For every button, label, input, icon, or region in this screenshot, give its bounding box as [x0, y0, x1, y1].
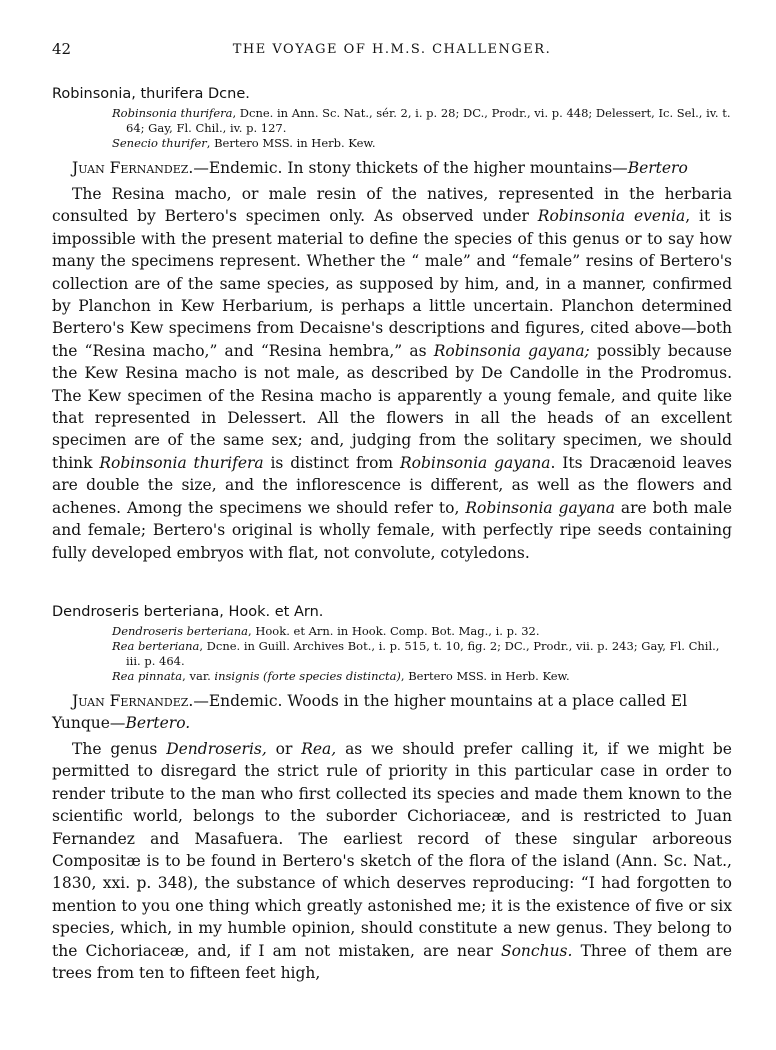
locality-robinsonia: Juan Fernandez.—Endemic. In stony thickets of the higher mountains—Bertero [72, 159, 688, 177]
page [52, 40, 732, 984]
reference: Rea berteriana, Dcne. in Guill. Archives Bot., i. p. 515, t. 10, fig. 2; DC., Prodr., vii. p. 243; Gay, Fl. Chil., iii. p. 464. [112, 638, 720, 668]
reference: Senecio thurifer, Bertero MSS. in Herb. Kew. [112, 136, 376, 150]
reference: Robinsonia thurifera, Dcne. in Ann. Sc. Nat., sér. 2, i. p. 28; DC., Prodr., vi. p. 448; Delessert, Ic. Sel., iv. t. 64; Gay, Fl. Chil., iv. p. 127. [112, 106, 731, 135]
journal-title: THE VOYAGE OF H.M.S. CHALLENGER. [232, 42, 552, 57]
reference: Rea pinnata, var. insignis (forte species distincta), Bertero MSS. in Herb. Kew. [112, 668, 570, 683]
species-heading-dendroseris: Dendroseris berteriana, Hook. et Arn. [52, 603, 324, 620]
references-robinsonia [112, 106, 732, 151]
locality-dendroseris: Juan Fernandez.—Endemic. Woods in the higher mountains at a place called El Yunque—Bertero. [52, 691, 688, 732]
running-head [52, 40, 732, 66]
page-number: 42 [52, 40, 72, 58]
species-heading-robinsonia: Robinsonia, thurifera Dcne. [52, 86, 250, 102]
references-dendroseris [112, 624, 732, 684]
paragraph-robinsonia: The Resina macho, or male resin of the natives, represented in the herbaria consulted by Bertero's specimen only. As observed under Robinsonia evenia, it is impossible with the present material to define the species of this genus or to say how many the specimens represent. Whether the “ male” and “female” resins of Bertero's collection are of the same species, as supposed by him, and, in a manner, confirmed by Planchon in Kew Herbarium, is perhaps a little uncertain. Planchon determined Bertero's Kew specimens from Decaisne's descriptions and figures, cited above—both the “Resina macho,” and “Resina hembra,” as Robinsonia gayana; possibly because the Kew Resina macho is not male, as described by De Candolle in the Prodromus. The Kew specimen of the Resina macho is apparently a young female, and quite like that represented in Delessert. All the flowers in all the heads of an excellent specimen are of the same sex; and, judging from the solitary specimen, we should think Robinsonia thurifera is distinct from Robinsonia gayana. Its Dracænoid leaves are double the size, and the inflorescence is different, as well as the flowers and achenes. Among the specimens we should refer to, Robinsonia gayana are both male and female; Bertero's original is wholly female, with perfectly ripe seeds containing fully developed embryos with flat, not convolute, cotyledons. [52, 185, 733, 562]
reference: Dendroseris berteriana, Hook. et Arn. in Hook. Comp. Bot. Mag., i. p. 32. [112, 623, 540, 638]
paragraph-dendroseris: The genus Dendroseris, or Rea, as we should prefer calling it, if we might be permitted to disregard the strict rule of priority in this particular case in order to render tribute to the man who first collected its species and made them known to the scientific world, belongs to the suborder Cichoriaceæ, and is restricted to Juan Fernandez and Masafuera. The earliest record of these singular arboreous Compositæ is to be found in Bertero's sketch of the flora of the island (Ann. Sc. Nat., 1830, xxi. p. 348), the substance of which deserves reproducing: “I had forgotten to mention to you one thing which greatly astonished me; it is the existence of five or six species, which, in my humble opinion, should constitute a new genus. They belong to the Cichoriaceæ, and, if I am not mistaken, are near Sonchus. Three of them are trees from ten to fifteen feet high, [52, 739, 732, 982]
